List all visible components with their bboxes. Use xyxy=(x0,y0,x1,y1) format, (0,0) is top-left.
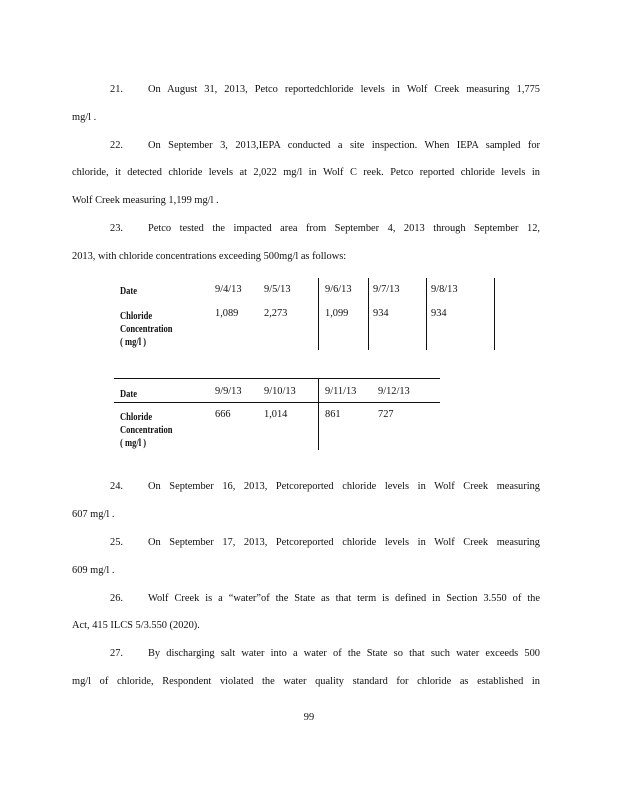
paragraph-text: Petco tested the impacted area from September 4, 2013 through September 12, xyxy=(148,223,540,234)
paragraph-number: 26. xyxy=(110,593,123,604)
paragraph-25-line-1 xyxy=(72,529,540,557)
paragraph-text: On August 31, 2013, Petco reportedchloride levels in Wolf Creek measuring 1,775 xyxy=(148,84,540,95)
table-value-cell: 727 xyxy=(378,409,394,420)
paragraph-number: 27. xyxy=(110,648,123,659)
paragraph-22-line-1 xyxy=(72,132,540,160)
paragraph-number: 24. xyxy=(110,481,123,492)
paragraph-number: 23. xyxy=(110,223,123,234)
paragraph-26-line-1 xyxy=(72,585,540,613)
table-value-cell: 666 xyxy=(215,409,231,420)
table-value-cell: 1,099 xyxy=(325,308,349,319)
date-row-label: Date xyxy=(120,286,138,297)
paragraph-25-line-2: 609 mg/l . xyxy=(72,565,115,576)
paragraph-number: 21. xyxy=(110,84,123,95)
table-date-cell: 9/6/13 xyxy=(325,284,352,295)
paragraph-number: 25. xyxy=(110,537,123,548)
table-date-cell: 9/11/13 xyxy=(325,386,357,397)
table-date-cell: 9/12/13 xyxy=(378,386,410,397)
paragraph-22-line-3: Wolf Creek measuring 1,199 mg/l . xyxy=(72,195,219,206)
concentration-row-label: ( mg/l ) xyxy=(120,337,147,348)
concentration-row-label: Chloride xyxy=(120,311,153,322)
table-date-cell: 9/7/13 xyxy=(373,284,400,295)
table-date-cell: 9/10/13 xyxy=(264,386,296,397)
table-divider xyxy=(318,378,319,450)
table-date-cell: 9/5/13 xyxy=(264,284,291,295)
paragraph-24-line-1 xyxy=(72,473,540,501)
table-divider xyxy=(494,278,495,350)
paragraph-text: On September 3, 2013,IEPA conducted a site inspection. When IEPA sampled for xyxy=(148,140,540,151)
table-value-cell: 1,089 xyxy=(215,308,239,319)
table-date-cell: 9/9/13 xyxy=(215,386,242,397)
date-row-label: Date xyxy=(120,389,138,400)
concentration-row-label: ( mg/l ) xyxy=(120,438,147,449)
paragraph-21-line-2: mg/l . xyxy=(72,112,97,123)
paragraph-27-line-1 xyxy=(72,640,540,668)
concentration-row-label: Concentration xyxy=(120,324,173,335)
table-value-cell: 934 xyxy=(373,308,389,319)
paragraph-text: By discharging salt water into a water of the State so that such water exceeds 500 xyxy=(148,648,540,659)
paragraph-text: Wolf Creek is a “water”of the State as that term is defined in Section 3.550 of the xyxy=(148,593,540,604)
table-value-cell: 1,014 xyxy=(264,409,288,420)
table-divider xyxy=(318,278,319,350)
concentration-row-label: Concentration xyxy=(120,425,173,436)
paragraph-22-line-2: chloride, it detected chloride levels at 2,022 mg/l in Wolf C reek. Petco reported chloride levels in xyxy=(72,167,540,178)
paragraph-23-line-1 xyxy=(72,215,540,243)
paragraph-23-line-2: 2013, with chloride concentrations exceeding 500mg/l as follows: xyxy=(72,251,347,262)
paragraph-24-line-2: 607 mg/l . xyxy=(72,509,115,520)
paragraph-21-line-1 xyxy=(72,76,540,104)
paragraph-27-line-2: mg/l of chloride, Respondent violated the water quality standard for chloride as established in xyxy=(72,676,540,687)
table-value-cell: 861 xyxy=(325,409,341,420)
table-date-cell: 9/8/13 xyxy=(431,284,458,295)
paragraph-text: On September 16, 2013, Petcoreported chloride levels in Wolf Creek measuring xyxy=(148,481,540,492)
concentration-row-label: Chloride xyxy=(120,412,153,423)
table-value-cell: 2,273 xyxy=(264,308,288,319)
paragraph-text: On September 17, 2013, Petcoreported chloride levels in Wolf Creek measuring xyxy=(148,537,540,548)
table-divider xyxy=(368,278,369,350)
table-border xyxy=(114,378,440,379)
paragraph-number: 22. xyxy=(110,140,123,151)
table-date-cell: 9/4/13 xyxy=(215,284,242,295)
table-divider xyxy=(426,278,427,350)
paragraph-26-line-2: Act, 415 ILCS 5/3.550 (2020). xyxy=(72,620,200,631)
page-number: 99 xyxy=(303,712,315,723)
table-border xyxy=(114,402,440,403)
table-value-cell: 934 xyxy=(431,308,447,319)
